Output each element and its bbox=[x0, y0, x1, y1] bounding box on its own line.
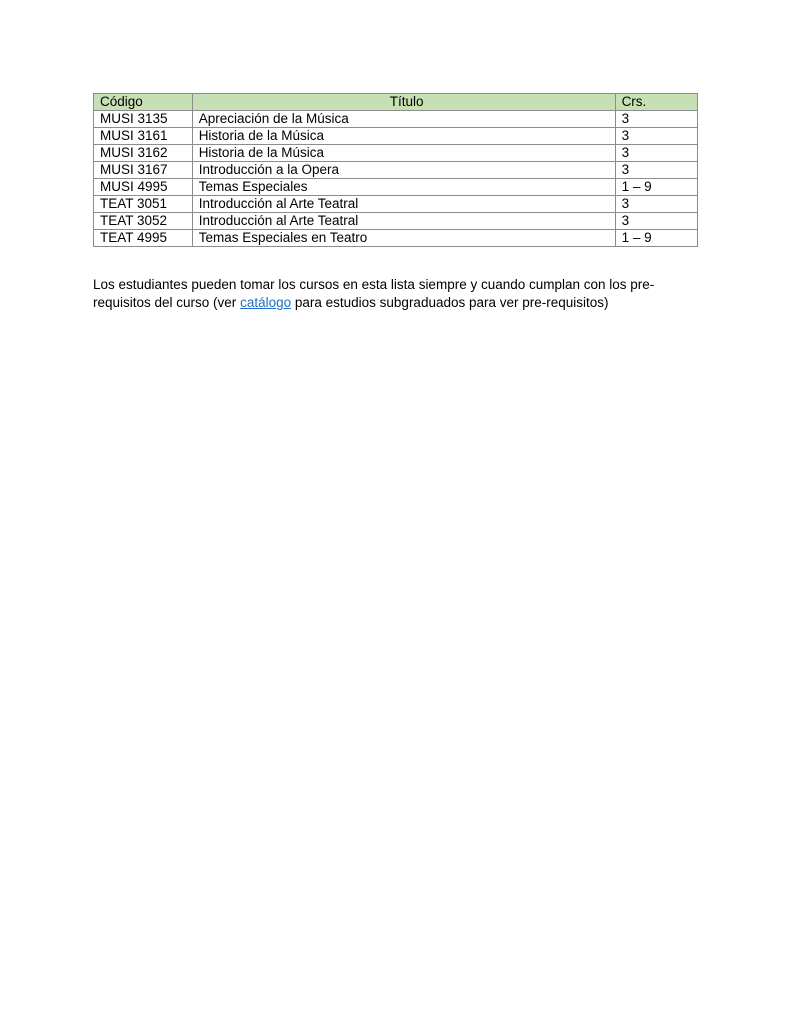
prerequisites-note bbox=[93, 276, 703, 312]
course-code: MUSI 3161 bbox=[94, 128, 193, 145]
course-code: MUSI 3135 bbox=[94, 111, 193, 128]
header-credits: Crs. bbox=[615, 94, 697, 111]
note-text-before-link: Los estudiantes pueden tomar los cursos en esta lista siempre y cuando cumplan con los pre-requisitos del curso (ver bbox=[93, 277, 655, 310]
table-row bbox=[94, 230, 698, 247]
course-code: TEAT 3051 bbox=[94, 196, 193, 213]
course-credits: 3 bbox=[615, 162, 697, 179]
course-credits: 3 bbox=[615, 128, 697, 145]
course-title: Introducción al Arte Teatral bbox=[192, 213, 615, 230]
course-credits: 1 – 9 bbox=[615, 179, 697, 196]
course-title: Historia de la Música bbox=[192, 128, 615, 145]
course-credits: 3 bbox=[615, 196, 697, 213]
table-row bbox=[94, 145, 698, 162]
catalog-link[interactable]: catálogo bbox=[240, 295, 292, 310]
table-header-row bbox=[94, 94, 698, 111]
course-title: Introducción a la Opera bbox=[192, 162, 615, 179]
table-row bbox=[94, 196, 698, 213]
table-row bbox=[94, 111, 698, 128]
header-code: Código bbox=[94, 94, 193, 111]
course-code: TEAT 4995 bbox=[94, 230, 193, 247]
course-code: MUSI 3167 bbox=[94, 162, 193, 179]
table-row bbox=[94, 162, 698, 179]
table-row bbox=[94, 213, 698, 230]
course-title: Apreciación de la Música bbox=[192, 111, 615, 128]
course-code: MUSI 3162 bbox=[94, 145, 193, 162]
table-row bbox=[94, 128, 698, 145]
course-code: TEAT 3052 bbox=[94, 213, 193, 230]
course-credits: 1 – 9 bbox=[615, 230, 697, 247]
course-title: Temas Especiales en Teatro bbox=[192, 230, 615, 247]
table-row bbox=[94, 179, 698, 196]
courses-table bbox=[93, 93, 698, 247]
course-credits: 3 bbox=[615, 111, 697, 128]
course-title: Historia de la Música bbox=[192, 145, 615, 162]
course-title: Temas Especiales bbox=[192, 179, 615, 196]
note-text-after-link: para estudios subgraduados para ver pre-requisitos) bbox=[291, 295, 609, 310]
course-title: Introducción al Arte Teatral bbox=[192, 196, 615, 213]
course-credits: 3 bbox=[615, 145, 697, 162]
course-code: MUSI 4995 bbox=[94, 179, 193, 196]
course-credits: 3 bbox=[615, 213, 697, 230]
header-title: Título bbox=[192, 94, 615, 111]
